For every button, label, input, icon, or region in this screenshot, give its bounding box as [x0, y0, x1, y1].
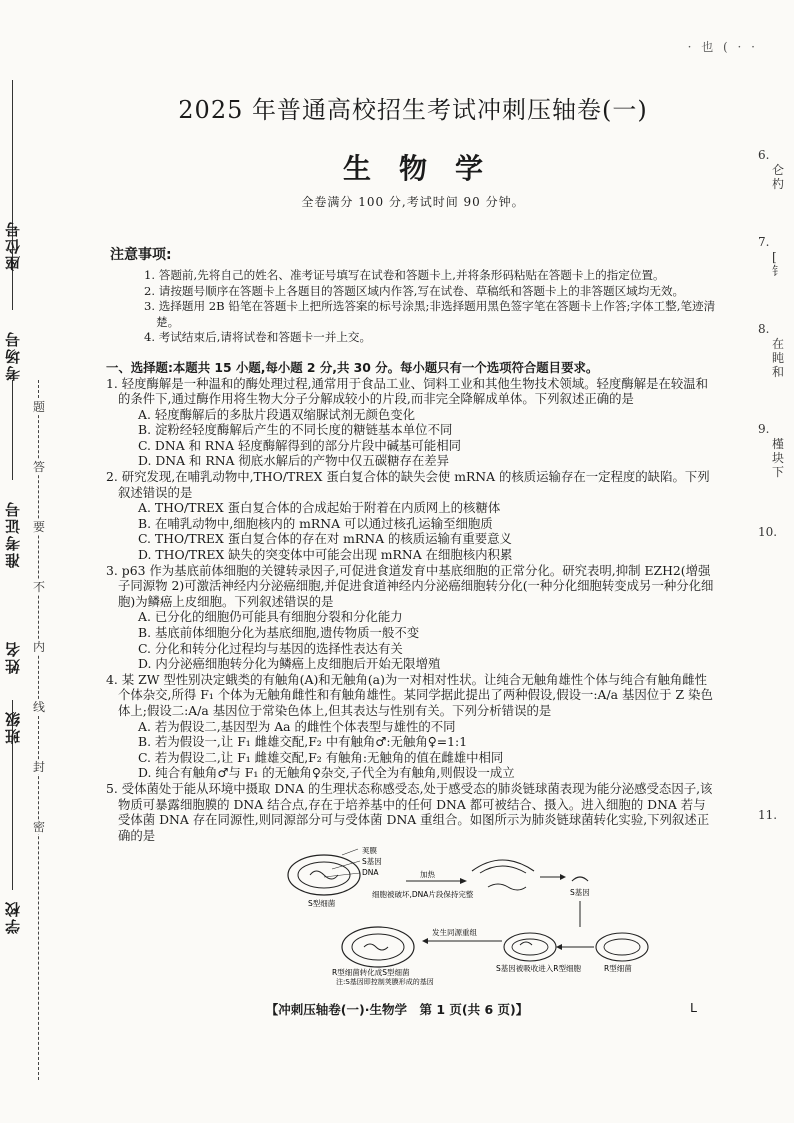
- seat-line: [12, 80, 13, 200]
- dna-label: DNA: [362, 868, 379, 878]
- cut-question: [758, 235, 784, 277]
- option-b: B. 淀粉经轻度酶解后产生的不同长度的糖链基本单位不同: [138, 422, 453, 438]
- s-gene-right-label: S基因: [570, 888, 590, 898]
- section-heading: 一、选择题:本题共 15 小题,每小题 2 分,共 30 分。每小题只有一个选项符合题目要求。: [106, 359, 599, 375]
- exam-page: [106, 90, 716, 986]
- option-a: A. 若为假设二,基因型为 Aa 的雌性个体表型与雄性的不同: [138, 718, 456, 734]
- cut-question-number: 8.: [758, 322, 770, 336]
- question-4: [106, 671, 716, 781]
- recomb-arrowhead: [422, 938, 428, 944]
- dna-fragment: [488, 884, 526, 890]
- cut-fragment: 仑: [772, 163, 785, 177]
- figure-note: 注:S基因即控制荚膜形成的基因: [336, 978, 434, 986]
- seal-char: 不: [32, 580, 45, 594]
- question-5: [106, 780, 716, 843]
- cut-fragment: 杓: [772, 177, 785, 191]
- question-stem: 2. 研究发现,在哺乳动物中,THO/TREX 蛋白复合体的缺失会使 mRNA 的核质运输存在一定程度的缺陷。下列叙述错误的是: [106, 469, 710, 500]
- option-b: B. 若为假设一,让 F₁ 雌雄交配,F₂ 中有触角♂:无触角♀=1:1: [138, 734, 468, 750]
- s-gene-label: S基因: [362, 857, 382, 867]
- left-arrowhead: [556, 944, 562, 950]
- option-d: D. DNA 和 RNA 彻底水解后的产物中仅五碳糖存在差异: [138, 453, 450, 469]
- subject-title: 生物学: [342, 152, 511, 185]
- option-d: D. 内分泌癌细胞转分化为鳞癌上皮细胞后开始无限增殖: [138, 656, 441, 672]
- seal-char: 线: [32, 700, 45, 714]
- binding-margin: [0, 80, 50, 1080]
- option-a: A. 已分化的细胞仍可能具有细胞分裂和分化能力: [138, 609, 403, 625]
- option-d: D. 纯合有触角♂与 F₁ 的无触角♀杂交,子代全为有触角,则假设一成立: [138, 765, 515, 781]
- cut-fragment: [: [772, 250, 777, 264]
- pointer-line: [342, 849, 358, 855]
- seal-char: 答: [32, 460, 45, 474]
- question-3: [106, 562, 716, 672]
- cut-fragment: 槿: [772, 437, 785, 451]
- cut-fragment: 盹: [772, 351, 785, 365]
- recomb-label: 发生同源重组: [432, 928, 477, 938]
- right-cut-column: [754, 0, 794, 1123]
- seal-char: 内: [32, 640, 45, 654]
- cut-question-number: 9.: [758, 422, 770, 436]
- cut-fragment: 块: [772, 451, 785, 465]
- exam-title: 2025 年普通高校招生考试冲刺压轴卷(一): [178, 96, 648, 124]
- seal-char: 密: [32, 820, 45, 834]
- note-item: 1. 答题前,先将自己的姓名、准考证号填写在试卷和答题卡上,并将条形码粘贴在答题卡上的指定位置。: [144, 268, 665, 282]
- s-cell-label: S型细菌: [308, 899, 336, 909]
- notes-list: [144, 268, 716, 346]
- question-2: [106, 469, 716, 563]
- score-note: 全卷满分 100 分,考试时间 90 分钟。: [301, 195, 525, 209]
- s-gene-fragment: [572, 877, 588, 881]
- question-stem: 3. p63 作为基底前体细胞的关键转录因子,可促进食道发育中基底细胞的正常分化。研究表明,抑制 EZH2(增强子同源物 2)可激活神经内分泌癌细胞,并促进食道神经内分泌癌细胞转分化(一种分化细胞转变成另一种分化细胞)为鳞癌上皮细胞。下列叙述错误的是: [106, 562, 714, 609]
- s-cell-dna: [310, 871, 338, 879]
- cut-fragment: 下: [772, 465, 785, 479]
- r-cell-uptake-inner: [512, 939, 548, 955]
- heat-arrowhead: [460, 878, 467, 884]
- transformed-s-capsule: [342, 927, 414, 967]
- pointer-line: [324, 873, 360, 877]
- name-label: 姓名: [4, 640, 22, 674]
- broken-cell-inner: [480, 866, 526, 873]
- cut-fragment: 和: [772, 365, 785, 379]
- class-label: 班级: [4, 710, 22, 744]
- seat-label: 座位号: [4, 220, 22, 271]
- heat-label: 加热: [420, 870, 435, 880]
- seal-char: 题: [32, 400, 45, 414]
- corner-mark: · 也 ( · ·: [687, 40, 758, 54]
- note-item: 4. 考试结束后,请将试卷和答题卡一并上交。: [144, 330, 372, 344]
- question-stem: 4. 某 ZW 型性别决定蛾类的有触角(A)和无触角(a)为一对相对性状。让纯合无触角雄性个体与纯合有触角雌性个体杂交,所得 F₁ 个体为无触角雌性和有触角雄性。某同学据此提出了两种假设,假设一:A/a 基因位于 Z 染色体上;假设二:A/a 基因位于常染色体上,但其表达与性别有关。下列分析错误的是: [106, 671, 713, 718]
- option-c: C. THO/TREX 蛋白复合体的存在对 mRNA 的核质运输有重要意义: [138, 531, 512, 547]
- seal-char: 要: [32, 520, 45, 534]
- cut-question-number: 10.: [758, 525, 778, 539]
- cut-question: [758, 808, 777, 822]
- transformed-s-wall: [352, 934, 404, 960]
- option-c: C. 若为假设二,让 F₁ 雌雄交配,F₂ 有触角:无触角的值在雌雄中相同: [138, 749, 504, 765]
- cut-question-number: 6.: [758, 148, 770, 162]
- transformation-diagram: [110, 847, 716, 985]
- option-c: C. 分化和转分化过程均与基因的选择性表达有关: [138, 640, 403, 656]
- transformed-s-dna: [364, 944, 388, 950]
- ticket-line: [12, 380, 13, 480]
- cut-question: [758, 525, 777, 539]
- question-stem: 1. 轻度酶解是一种温和的酶处理过程,通常用于食品工业、饲料工业和其他生物技术领域。轻度酶解是在较温和的条件下,通过酶作用将生物大分子分解成较小的片段,而非完全降解成单体。下列叙述正确的是: [106, 375, 709, 407]
- room-label: 考场号: [4, 330, 22, 381]
- option-b: B. 基底前体细胞分化为基底细胞,遗传物质一般不变: [138, 625, 420, 640]
- cut-fragment: 钅: [772, 264, 785, 278]
- question-1: [106, 375, 716, 470]
- ticket-label: 准考证号: [4, 500, 22, 568]
- transformation-figure: [110, 847, 716, 985]
- seal-char: 封: [32, 760, 45, 774]
- seal-line: [38, 380, 39, 1080]
- capsule-label: 荚膜: [362, 847, 377, 856]
- note-item: 3. 选择题用 2B 铅笔在答题卡上把所选答案的标号涂黑;非选择题用黑色签字笔在答题卡上作答;字体工整,笔迹清楚。: [144, 299, 716, 329]
- option-c: C. DNA 和 RNA 轻度酶解得到的部分片段中碱基可能相同: [138, 437, 461, 453]
- footer-text: 【冲刺压轴卷(一)·生物学 第 1 页(共 6 页)】: [265, 1002, 529, 1017]
- school-label: 学校: [4, 900, 22, 934]
- option-b: B. 在哺乳动物中,细胞核内的 mRNA 可以通过核孔运输至细胞质: [138, 515, 493, 531]
- cut-question-number: 11.: [758, 808, 778, 822]
- page-footer: [0, 1000, 794, 1018]
- cut-fragment: 在: [772, 337, 785, 351]
- cut-question-number: 7.: [758, 235, 770, 249]
- r-cell-inner: [604, 939, 640, 955]
- r-to-s-label: R型细菌转化成S型细菌: [332, 968, 410, 978]
- cut-question: [758, 322, 784, 378]
- option-a: A. 轻度酶解后的多肽片段遇双缩脲试剂无颜色变化: [138, 406, 416, 422]
- option-a: A. THO/TREX 蛋白复合体的合成起始于附着在内质网上的核糖体: [138, 500, 501, 516]
- note-item: 2. 请按题号顺序在答题卡上各题目的答题区域内作答,写在试卷、草稿纸和答题卡上的非答题区域均无效。: [144, 283, 685, 298]
- option-d: D. THO/TREX 缺失的突变体中可能会出现 mRNA 在细胞核内积累: [138, 547, 513, 563]
- notes-title: 注意事项:: [110, 247, 172, 263]
- r-cell-label: R型细菌: [604, 964, 632, 974]
- question-stem: 5. 受体菌处于能从环境中摄取 DNA 的生理状态称感受态,处于感受态的肺炎链球菌表现为能分泌感受态因子,该物质可暴露细胞膜的 DNA 结合点,存在于培养基中的任何 DNA 都可被结合、摄入。进入细胞的 DNA 若与受体菌 DNA 存在同源性,则同源部分可与受体菌 DNA 重组合。如图所示为肺炎链球菌转化实验,下列叙述正确的是: [106, 780, 713, 843]
- cut-question: [758, 422, 784, 478]
- gene-arrowhead: [560, 874, 566, 880]
- heat-note: 细胞被破坏,DNA片段保持完整: [372, 890, 474, 900]
- footer-code: L: [690, 1000, 697, 1015]
- s-gene-in-label: S基因被吸收进入R型细胞: [496, 964, 581, 974]
- uptake-gene: [520, 942, 532, 945]
- cut-question: [758, 148, 784, 190]
